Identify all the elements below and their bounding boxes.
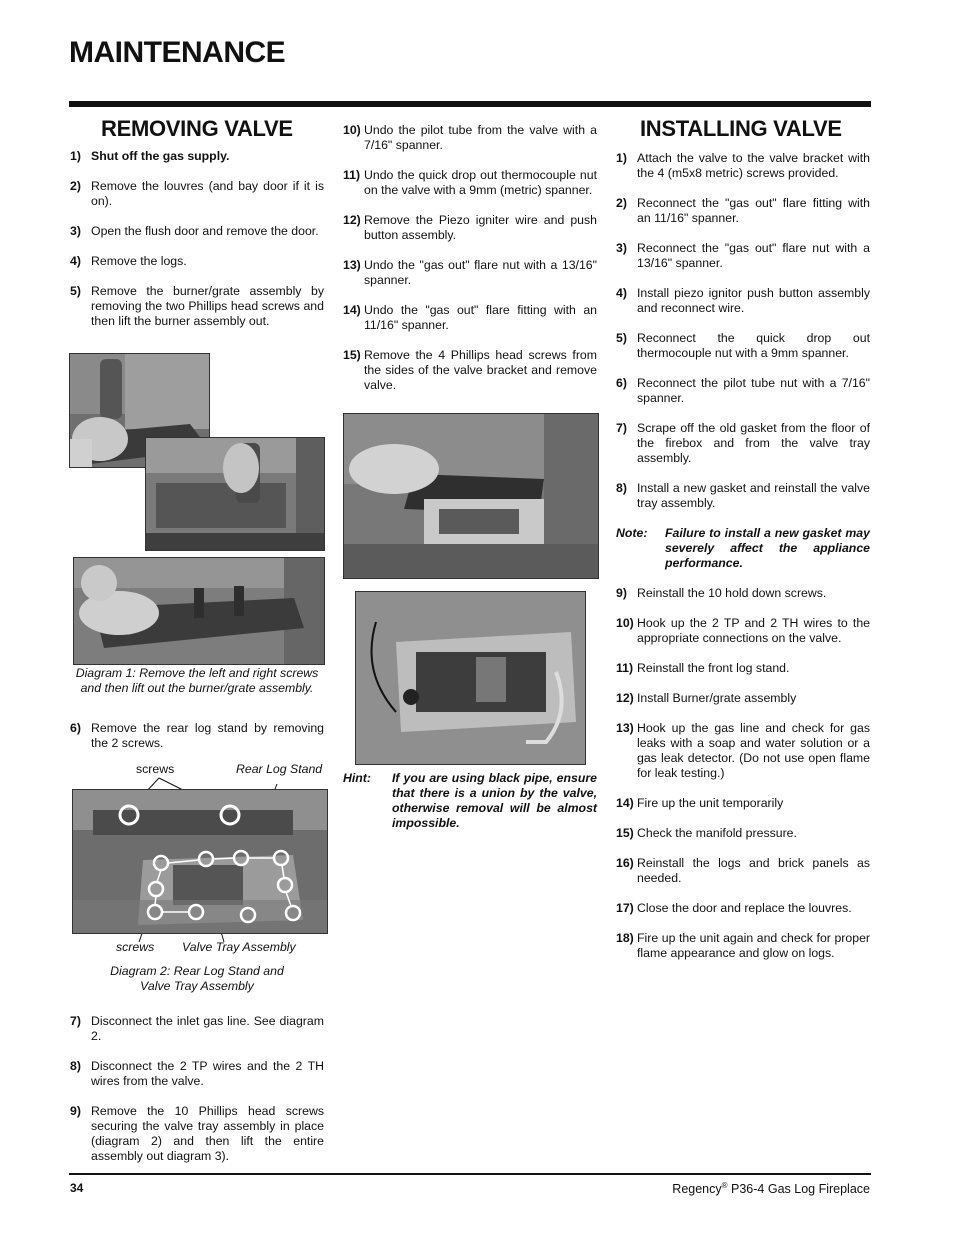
step-item	[343, 303, 597, 333]
photo-valve-assembly	[355, 591, 586, 765]
removing-steps-b	[70, 1014, 324, 1164]
step-item	[616, 286, 870, 316]
step-number: 9)	[616, 586, 627, 600]
step-number: 12)	[343, 213, 361, 227]
step-text: Reconnect the "gas out" flare nut with a 13/16" spanner.	[637, 241, 870, 270]
installing-steps-a	[616, 151, 870, 511]
note-text: Failure to install a new gasket may severely affect the appliance performance.	[665, 526, 870, 570]
page-number: 34	[70, 1181, 84, 1195]
step-number: 11)	[343, 168, 361, 182]
step-number: 9)	[70, 1104, 81, 1118]
step-text: Remove the logs.	[91, 254, 187, 268]
step-text: Close the door and replace the louvres.	[637, 901, 852, 915]
step-number: 11)	[616, 661, 634, 675]
step-text: Open the flush door and remove the door.	[91, 224, 319, 238]
step-text: Undo the quick drop out thermocouple nut on the valve with a 9mm (metric) spanner.	[364, 168, 597, 197]
step-number: 16)	[616, 856, 634, 870]
step-number: 4)	[616, 286, 627, 300]
step-text: Install Burner/grate assembly	[637, 691, 797, 705]
step-number: 15)	[616, 826, 634, 840]
step-text: Hook up the gas line and check for gas leaks with a soap and water solution or a gas leak detector. (Do not use open flame for leak testing.)	[637, 721, 870, 780]
bottom-rule	[69, 1173, 871, 1175]
step-number: 6)	[616, 376, 627, 390]
step-text: Remove the louvres (and bay door if it is on).	[91, 179, 324, 208]
label-rear-log-stand: Rear Log Stand	[236, 762, 323, 776]
photo-burner-lift	[73, 557, 325, 665]
removing-step-6: 6) Remove the rear log stand by removing the 2 screws.	[70, 721, 324, 750]
step-number: 13)	[616, 721, 634, 735]
step-number: 7)	[70, 1014, 81, 1028]
step-item	[616, 481, 870, 511]
step-item	[616, 421, 870, 466]
hint-text: If you are using black pipe, ensure that there is a union by the valve, otherwise removal will be almost impossible.	[392, 771, 597, 830]
step-item	[616, 586, 870, 601]
step-item	[616, 196, 870, 226]
step-text: Attach the valve to the valve bracket with the 4 (m5x8 metric) screws provided.	[637, 151, 870, 180]
step-item	[616, 856, 870, 886]
middle-steps	[343, 123, 597, 393]
step-item	[616, 901, 870, 916]
step-text: Remove the 4 Phillips head screws from the sides of the valve bracket and remove valve.	[364, 348, 597, 392]
step-item	[343, 348, 597, 393]
step-text: Remove the burner/grate assembly by removing the two Phillips head screws and then lift the burner assembly out.	[91, 284, 324, 328]
removing-steps-b-wrap	[70, 1014, 324, 1179]
step-item	[70, 254, 324, 269]
removing-steps-a	[70, 149, 324, 329]
page-title: MAINTENANCE	[69, 36, 286, 69]
step-item	[616, 661, 870, 676]
step-number: 8)	[616, 481, 627, 495]
step-item	[343, 213, 597, 243]
step-number: 12)	[616, 691, 634, 705]
step-text: Disconnect the inlet gas line. See diagram 2.	[91, 1014, 324, 1043]
step-number: 2)	[70, 179, 81, 193]
step-text: Remove the 10 Phillips head screws securing the valve tray assembly in place (diagram 2) and then lift the entire assembly out diagram 3).	[91, 1104, 324, 1163]
step-item	[70, 284, 324, 329]
installing-column	[616, 116, 870, 976]
hint-label: Hint:	[343, 771, 371, 785]
step-number: 18)	[616, 931, 634, 945]
step-item	[70, 1104, 324, 1164]
step-number: 5)	[616, 331, 627, 345]
step-item	[70, 1059, 324, 1089]
step-item	[616, 376, 870, 406]
step-item	[616, 826, 870, 841]
installing-steps-b	[616, 586, 870, 961]
step-number: 15)	[343, 348, 361, 362]
step-item	[616, 796, 870, 811]
hint	[343, 771, 597, 831]
step-text: Fire up the unit temporarily	[637, 796, 784, 810]
step-text: Reconnect the pilot tube nut with a 7/16" spanner.	[637, 376, 870, 405]
step-item	[616, 241, 870, 271]
step-text: Reinstall the front log stand.	[637, 661, 790, 675]
step-item	[616, 931, 870, 961]
note-label: Note:	[616, 526, 648, 540]
step-number: 3)	[70, 224, 81, 238]
step-item	[616, 331, 870, 361]
top-rule	[69, 101, 871, 107]
middle-column	[343, 123, 597, 408]
photo-drill-right	[145, 437, 325, 551]
step-text: Undo the "gas out" flare fitting with an 11/16" spanner.	[364, 303, 597, 332]
label-screws-bottom: screws	[116, 940, 155, 954]
installing-heading: INSTALLING VALVE	[640, 116, 842, 141]
photo-valve-tray-lift	[343, 413, 599, 579]
step-number: 14)	[616, 796, 634, 810]
label-screws-top: screws	[136, 762, 175, 776]
step-number: 13)	[343, 258, 361, 272]
step-number: 5)	[70, 284, 81, 298]
step-text: Reconnect the quick drop out thermocouple nut with a 9mm spanner.	[637, 331, 870, 360]
step-number: 8)	[70, 1059, 81, 1073]
diagram2-caption-line1: Diagram 2: Rear Log Stand and	[110, 964, 284, 978]
step-number: 10)	[616, 616, 634, 630]
note	[616, 526, 870, 571]
diagram2-caption-line2: Valve Tray Assembly	[140, 979, 254, 993]
step-item	[616, 616, 870, 646]
step-text: Hook up the 2 TP and 2 TH wires to the appropriate connections on the valve.	[637, 616, 870, 645]
step-item	[70, 179, 324, 209]
step-text: Reconnect the "gas out" flare fitting with an 11/16" spanner.	[637, 196, 870, 225]
step-text: Disconnect the 2 TP wires and the 2 TH wires from the valve.	[91, 1059, 324, 1088]
step-item	[343, 258, 597, 288]
step-text: Fire up the unit again and check for proper flame appearance and glow on logs.	[637, 931, 870, 960]
step-number: 17)	[616, 901, 634, 915]
removing-column	[70, 116, 324, 344]
step-text: Reinstall the 10 hold down screws.	[637, 586, 827, 600]
step-text: Check the manifold pressure.	[637, 826, 797, 840]
footer-product: Regency® P36-4 Gas Log Fireplace	[672, 1181, 870, 1197]
step-item	[343, 123, 597, 153]
step-number: 14)	[343, 303, 361, 317]
step-text: Remove the Piezo igniter wire and push button assembly.	[364, 213, 597, 242]
step-text: Shut off the gas supply.	[91, 149, 230, 163]
step-item	[616, 691, 870, 706]
step6	[70, 721, 324, 751]
step-number: 10)	[343, 123, 361, 137]
step-item	[70, 1014, 324, 1044]
step-item	[343, 168, 597, 198]
step-item	[70, 149, 324, 164]
step-number: 3)	[616, 241, 627, 255]
step-item	[616, 151, 870, 181]
label-valve-tray: Valve Tray Assembly	[182, 940, 296, 954]
step-text: Reinstall the logs and brick panels as needed.	[637, 856, 870, 885]
step-text: Undo the pilot tube from the valve with a 7/16" spanner.	[364, 123, 597, 152]
step-text: Undo the "gas out" flare nut with a 13/16" spanner.	[364, 258, 597, 287]
step-number: 1)	[616, 151, 627, 165]
diagram2-caption	[70, 964, 324, 994]
removing-heading: REMOVING VALVE	[101, 116, 293, 141]
step-number: 1)	[70, 149, 81, 163]
photo-rear-log-stand	[72, 789, 328, 934]
diagram1-caption: Diagram 1: Remove the left and right screws and then lift out the burner/grate assembly.	[75, 666, 319, 695]
step-text: Install a new gasket and reinstall the valve tray assembly.	[637, 481, 870, 510]
step-text: Install piezo ignitor push button assembly and reconnect wire.	[637, 286, 870, 315]
step-item	[616, 721, 870, 781]
step-number: 7)	[616, 421, 627, 435]
step-item	[70, 224, 324, 239]
step-number: 4)	[70, 254, 81, 268]
step-number: 2)	[616, 196, 627, 210]
step-text: Scrape off the old gasket from the floor of the firebox and from the valve tray assembly.	[637, 421, 870, 465]
